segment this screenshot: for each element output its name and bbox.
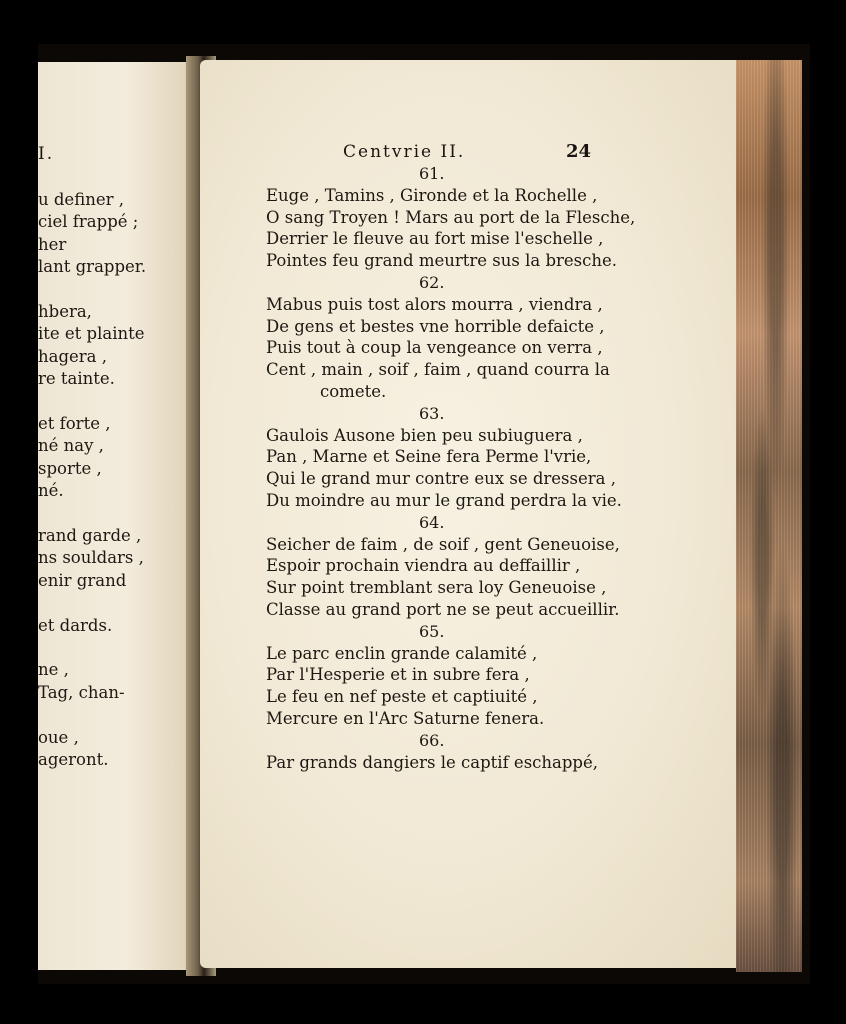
left-page-line: ns souldars , <box>38 548 144 568</box>
left-page-line: et forte , <box>38 414 111 433</box>
verse-line: Pointes feu grand meurtre sus la bresche. <box>266 251 618 271</box>
verse-line: Espoir prochain viendra au deffaillir , <box>266 556 581 576</box>
page-number: 24 <box>566 141 592 162</box>
left-page-line: sporte , <box>38 458 102 478</box>
verse-line: Le parc enclin grande calamité , <box>266 643 538 663</box>
stanza-number: 64. <box>419 512 445 532</box>
stanza-number: 66. <box>419 730 445 750</box>
left-page-line: enir grand <box>38 570 127 590</box>
left-page-line: oue , <box>38 727 79 747</box>
verse-line: O sang Troyen ! Mars au port de la Flesche, <box>266 207 636 227</box>
stanza-number: 61. <box>419 164 445 183</box>
marbled-edge-pattern <box>736 60 802 972</box>
left-page-line: ne , <box>38 660 69 680</box>
verse-line: Sur point tremblant sera loy Geneuoise , <box>266 578 607 598</box>
verse-line: comete. <box>320 382 387 401</box>
verse-line: Du moindre au mur le grand perdra la vie. <box>266 491 622 510</box>
verse-line: Classe au grand port ne se peut accueillir. <box>266 600 620 619</box>
left-page-line: né nay , <box>38 436 104 456</box>
verse-line: Par l'Hesperie et in subre fera , <box>266 665 530 685</box>
right-page <box>200 60 740 968</box>
left-page-line: ite et plainte <box>38 324 145 344</box>
left-page-line: u definer , <box>38 190 124 209</box>
left-page-line: ageront. <box>38 750 109 769</box>
verse-line: Mercure en l'Arc Saturne fenera. <box>266 709 545 728</box>
verse-line: Euge , Tamins , Gironde et la Rochelle , <box>266 185 598 205</box>
left-page-line: et dards. <box>38 615 113 635</box>
left-page-line: né. <box>38 481 64 501</box>
left-page-line: lant grapper. <box>38 257 147 277</box>
stanza-number: 65. <box>419 621 445 641</box>
page-title: Centvrie II. <box>343 142 466 162</box>
verse-line: Par grands dangiers le captif eschappé, <box>266 752 599 772</box>
left-page-line: hagera , <box>38 346 108 366</box>
left-page-header: I. <box>38 144 55 164</box>
left-page-line: rand garde , <box>38 526 142 545</box>
verse-line: Le feu en nef peste et captiuité , <box>266 687 538 707</box>
left-page-line: hbera, <box>38 302 92 321</box>
verse-line: Gaulois Ausone bien peu subiuguera , <box>266 425 583 445</box>
verse-line: Mabus puis tost alors mourra , viendra , <box>266 294 603 314</box>
page-edge <box>736 60 802 972</box>
left-page-line: re tainte. <box>38 369 115 389</box>
verse-line: Pan , Marne et Seine fera Perme l'vrie, <box>266 447 592 467</box>
left-page-line: Tag, chan- <box>38 682 125 702</box>
left-page-line: ciel frappé ; <box>38 212 139 232</box>
verse-line: Puis tout à coup la vengeance on verra , <box>266 338 603 358</box>
stanza-number: 62. <box>419 273 445 292</box>
left-page <box>38 62 200 970</box>
left-page-line: her <box>38 234 67 254</box>
verse-line: Qui le grand mur contre eux se dressera , <box>266 469 616 489</box>
stanza-number: 63. <box>419 403 445 423</box>
verse-line: Derrier le fleuve au fort mise l'eschelle , <box>266 229 604 249</box>
verse-line: De gens et bestes vne horrible defaicte , <box>266 316 605 336</box>
verse-line: Seicher de faim , de soif , gent Geneuoise, <box>266 534 620 554</box>
verse-line: Cent , main , soif , faim , quand courra la <box>266 360 610 380</box>
